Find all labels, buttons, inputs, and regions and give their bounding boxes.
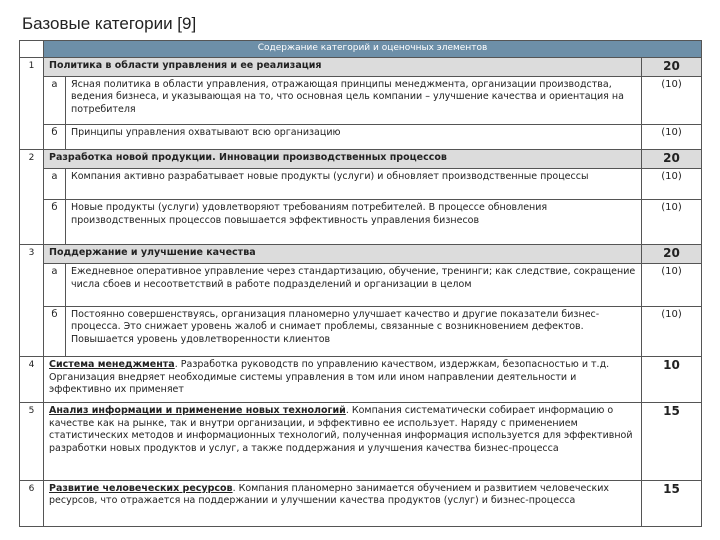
category-description xyxy=(44,480,642,526)
category-score: 10 xyxy=(642,357,702,403)
category-number: 3 xyxy=(20,245,44,357)
category-number: 4 xyxy=(20,357,44,403)
table-row xyxy=(20,480,702,526)
header-number-cell xyxy=(20,41,44,58)
sub-item-score: (10) xyxy=(642,124,702,149)
category-text: . Компания планомерно занимается обучением и развитием человеческих ресурсов, что отражается на поддержании и улучшении качества продуктов (услуг) и бизнес-процесса xyxy=(49,482,610,507)
sub-item-text: Новые продукты (услуги) удовлетворяют требованиям потребителей. В процессе обновления производственных процессов повышается эффективность управления бизнесов xyxy=(66,200,642,245)
sub-item-text: Ежедневное оперативное управление через стандартизацию, обучение, тренинги; как следствие, сокращение числа сбоев и несоответствий в работе подразделений и организации в целом xyxy=(66,264,642,307)
sub-item-letter: б xyxy=(44,200,66,245)
table-row xyxy=(20,306,702,356)
sub-item-letter: а xyxy=(44,76,66,124)
sub-item-text: Принципы управления охватывают всю организацию xyxy=(66,124,642,149)
sub-item-letter: б xyxy=(44,306,66,356)
category-number: 2 xyxy=(20,149,44,244)
category-number: 6 xyxy=(20,480,44,526)
category-name: Анализ информации и применение новых технологий xyxy=(49,405,346,417)
table-row xyxy=(20,403,702,481)
category-score: 20 xyxy=(642,245,702,264)
category-text: . Компания систематически собирает информацию о качестве как на рынке, так и внутри организации, и эффективно ее использует. Наряду с применением статистических методов и информационных технологий, полученная информация используется для эффективной разработки новых продуктов и услуг, а также поддержания и улучшения качества бизнес-процесса xyxy=(49,405,633,454)
table-header: Содержание категорий и оценочных элементов xyxy=(44,41,702,58)
table-row xyxy=(20,149,702,168)
table-row xyxy=(20,57,702,76)
table-row xyxy=(20,264,702,307)
category-description xyxy=(44,357,642,403)
table-row xyxy=(20,357,702,403)
sub-item-score: (10) xyxy=(642,76,702,124)
category-name: Система менеджмента xyxy=(49,359,175,371)
category-score: 20 xyxy=(642,149,702,168)
sub-item-score: (10) xyxy=(642,264,702,307)
category-description xyxy=(44,403,642,481)
sub-item-text: Постоянно совершенствуясь, организация планомерно улучшает качество и другие показатели бизнес-процесса. Это снижает уровень жалоб и снимает проблемы, связанные с возникновением дефектов. Повышается уровень удовлетворенности клиентов xyxy=(66,306,642,356)
category-score: 15 xyxy=(642,403,702,481)
sub-item-score: (10) xyxy=(642,168,702,199)
sub-item-letter: а xyxy=(44,264,66,307)
category-title: Политика в области управления и ее реализация xyxy=(44,57,642,76)
table-row xyxy=(20,200,702,245)
category-name: Развитие человеческих ресурсов xyxy=(49,482,233,494)
categories-table xyxy=(19,40,702,527)
category-text: . Разработка руководств по управлению качеством, издержкам, безопасностью и т.д. Организация внедряет необходимые системы управления в том или ином направлении деятельности и эффективно их применяет xyxy=(49,359,610,396)
table-row xyxy=(20,76,702,124)
category-score: 15 xyxy=(642,480,702,526)
sub-item-letter: б xyxy=(44,124,66,149)
sub-item-letter: а xyxy=(44,168,66,199)
category-title: Разработка новой продукции. Инновации производственных процессов xyxy=(44,149,642,168)
category-number: 1 xyxy=(20,57,44,149)
sub-item-text: Компания активно разрабатывает новые продукты (услуги) и обновляет производственные процессы xyxy=(66,168,642,199)
sub-item-score: (10) xyxy=(642,306,702,356)
table-row xyxy=(20,168,702,199)
sub-item-text: Ясная политика в области управления, отражающая принципы менеджмента, организации производства, ведения бизнеса, и указывающая на то, что основная цель компании – улучшение качества и ориентация на потребителя xyxy=(66,76,642,124)
sub-item-score: (10) xyxy=(642,200,702,245)
slide-title: Базовые категории [9] xyxy=(22,14,197,33)
category-number: 5 xyxy=(20,403,44,481)
table-row xyxy=(20,245,702,264)
category-title: Поддержание и улучшение качества xyxy=(44,245,642,264)
table-row xyxy=(20,124,702,149)
category-score: 20 xyxy=(642,57,702,76)
